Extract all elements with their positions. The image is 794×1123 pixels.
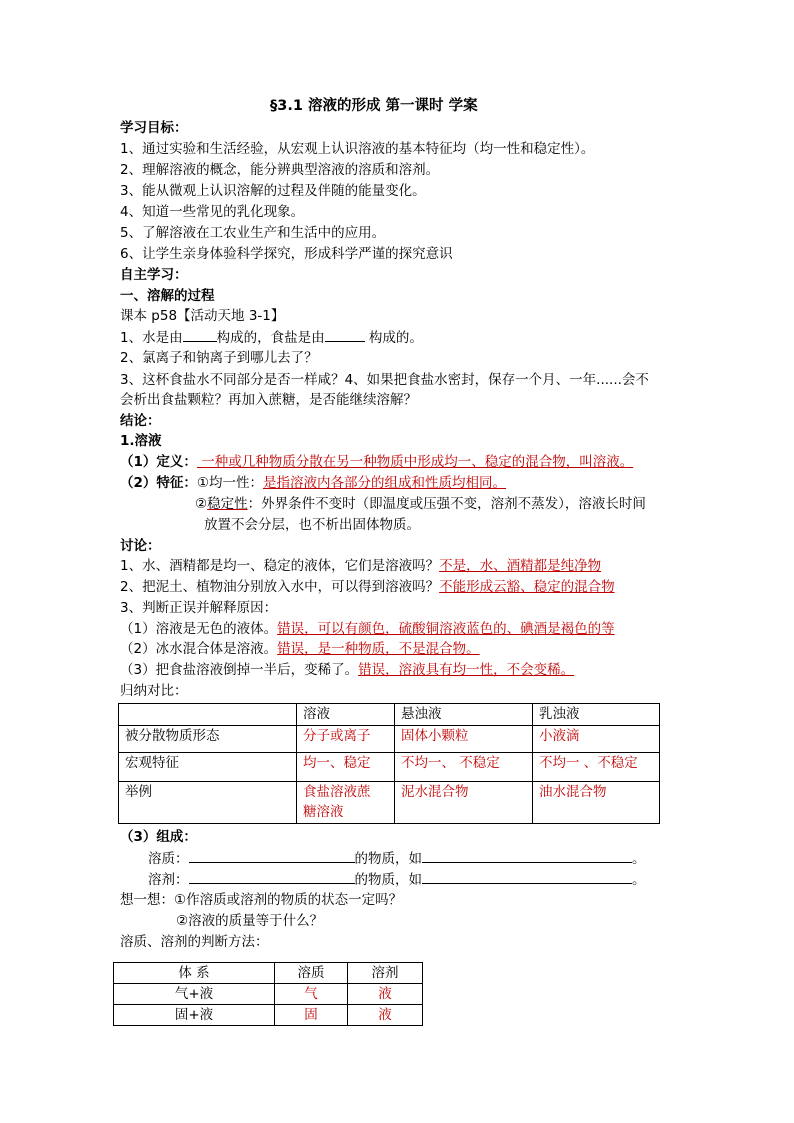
subsection-heading: 1.溶液 — [120, 433, 162, 449]
feature-line-1 — [120, 473, 506, 493]
table-cell: 不均一、 不稳定 — [395, 753, 533, 782]
table-header-row — [119, 704, 660, 726]
judgement-2 — [120, 639, 480, 659]
table-cell: 气 — [275, 984, 348, 1005]
table-row — [119, 726, 660, 753]
page-title: §3.1 溶液的形成 第一课时 学案 — [270, 98, 478, 114]
goal-item: 4、知道一些常见的乳化现象。 — [120, 204, 305, 220]
judge-table — [113, 962, 423, 1026]
section-heading: 一、溶解的过程 — [120, 288, 215, 304]
feature-2-prefix: ② — [195, 496, 208, 512]
table-header-cell: 溶剂 — [348, 963, 423, 984]
goal-item: 3、能从微观上认识溶解的过程及伴随的能量变化。 — [120, 183, 426, 199]
table-cell-line: 食盐溶液蔗 — [303, 784, 371, 800]
table-cell-line: 糖溶液 — [303, 804, 344, 820]
question-2: 2、氯离子和钠离子到哪儿去了？ — [120, 350, 318, 366]
judgement-3-answer: 错误，溶液具有均一性，不会变稀。 — [358, 662, 575, 678]
table-cell: 分子或离子 — [297, 726, 395, 753]
table-cell: 宏观特征 — [119, 753, 297, 782]
solvent-blank[interactable] — [189, 869, 355, 884]
table-header-cell: 溶液 — [297, 704, 395, 726]
table-cell: 气+液 — [114, 984, 275, 1005]
table-cell: 固+液 — [114, 1005, 275, 1026]
question-1-part-c: 构成的。 — [364, 330, 423, 346]
table-row — [119, 753, 660, 782]
table-header-cell: 悬浊液 — [395, 704, 533, 726]
feature-line-2 — [195, 494, 646, 514]
discussion-heading: 讨论： — [120, 538, 161, 554]
solute-mid-text: 的物质，如 — [354, 851, 422, 867]
definition-line — [120, 452, 633, 472]
compare-label: 归纳对比： — [120, 683, 188, 699]
solvent-line — [148, 869, 646, 889]
judgement-3-question: （3）把食盐溶液倒掉一半后，变稀了。 — [120, 662, 359, 678]
discussion-2 — [120, 577, 615, 597]
discussion-3: 3、判断正误并解释原因： — [120, 600, 278, 616]
comparison-table — [118, 703, 660, 824]
discussion-1-question: 1、水、酒精都是均一、稳定的液体，它们是溶液吗？ — [120, 558, 440, 574]
table-cell: 固 — [275, 1005, 348, 1026]
question-1 — [120, 327, 423, 347]
solute-label: 溶质： — [148, 851, 189, 867]
solvent-end: 。 — [632, 872, 646, 888]
table-header-row — [114, 963, 423, 984]
solvent-mid-text: 的物质，如 — [354, 872, 422, 888]
feature-line-3: 放置不会分层，也不析出固体物质。 — [204, 517, 420, 533]
activity-reference: 课本 p58【活动天地 3-1】 — [120, 308, 285, 324]
solute-end: 。 — [632, 851, 646, 867]
answer-blank[interactable] — [183, 327, 217, 342]
solvent-example-blank[interactable] — [422, 869, 632, 884]
table-cell: 液 — [348, 1005, 423, 1026]
definition-answer: 一种或几种物质分散在另一种物质中形成均一、稳定的混合物，叫溶液。 — [196, 454, 634, 470]
table-cell: 不均一 、不稳定 — [533, 753, 660, 782]
table-cell: 举例 — [119, 782, 297, 824]
goal-item: 1、通过实验和生活经验，从宏观上认识溶液的基本特征均（均一性和稳定性）。 — [120, 141, 595, 157]
solute-example-blank[interactable] — [422, 848, 632, 863]
self-study-heading: 自主学习： — [120, 267, 188, 283]
table-cell: 液 — [348, 984, 423, 1005]
judgement-2-question: （2）冰水混合体是溶液。 — [120, 641, 278, 657]
solute-line — [148, 848, 646, 868]
judgement-1 — [120, 619, 615, 639]
feature-2-answer: ：外界条件不变时（即温度或压强不变，溶剂不蒸发），溶液长时间 — [247, 496, 646, 512]
answer-blank[interactable] — [325, 327, 365, 342]
think-label: 想一想： — [120, 892, 174, 908]
table-row — [119, 782, 660, 824]
table-header-cell — [119, 704, 297, 726]
judgement-3 — [120, 660, 574, 680]
table-cell: 被分散物质形态 — [119, 726, 297, 753]
table-row — [114, 1005, 423, 1026]
feature-1-answer: 是指溶液内各部分的组成和性质均相同。 — [263, 475, 507, 491]
goal-item: 2、理解溶液的概念，能分辨典型溶液的溶质和溶剂。 — [120, 162, 440, 178]
table-row — [114, 984, 423, 1005]
question-1-part-b: 构成的，食盐是由 — [216, 330, 325, 346]
goals-heading: 学习目标： — [120, 120, 188, 136]
conclusion-heading: 结论： — [120, 413, 161, 429]
table-header-cell: 溶质 — [275, 963, 348, 984]
discussion-1 — [120, 556, 601, 576]
composition-heading: （3）组成： — [120, 829, 197, 845]
judgement-1-question: （1）溶液是无色的液体。 — [120, 621, 278, 637]
goal-item: 5、了解溶液在工农业生产和生活中的应用。 — [120, 225, 386, 241]
discussion-1-answer: 不是，水、酒精都是纯净物 — [439, 558, 602, 574]
judgement-1-answer: 错误，可以有颜色，硫酸铜溶液蓝色的、碘酒是褐色的等 — [277, 621, 615, 637]
table-header-cell: 体 系 — [114, 963, 275, 984]
solvent-label: 溶剂： — [148, 872, 189, 888]
question-1-part-a: 1、水是由 — [120, 330, 183, 346]
table-cell: 油水混合物 — [533, 782, 660, 824]
judge-method-label: 溶质、溶剂的判断方法： — [120, 934, 269, 950]
discussion-2-question: 2、把泥土、植物油分别放入水中，可以得到溶液吗？ — [120, 579, 440, 595]
discussion-2-answer: 不能形成云豁、稳定的混合物 — [439, 579, 615, 595]
feature-label: （2）特征： — [120, 475, 197, 491]
judgement-2-answer: 错误，是一种物质，不是混合物。 — [277, 641, 480, 657]
think-line-1 — [120, 890, 402, 910]
question-3: 3、这杯食盐水不同部分是否一样咸？4、如果把食盐水密封，保存一个月、一年......会不 — [120, 372, 649, 388]
question-3-cont: 会析出食盐颗粒？再加入蔗糖，是否能继续溶解？ — [120, 392, 417, 408]
feature-2-term: 稳定性 — [207, 496, 248, 512]
table-cell: 泥水混合物 — [395, 782, 533, 824]
think-question-1: ①作溶质或溶剂的物质的状态一定吗？ — [174, 892, 403, 908]
solute-blank[interactable] — [189, 848, 355, 863]
feature-1-prefix: ①均一性： — [196, 475, 264, 491]
table-cell: 均一、稳定 — [297, 753, 395, 782]
table-cell: 小液滴 — [533, 726, 660, 753]
goal-item: 6、让学生亲身体验科学探究，形成科学严谨的探究意识 — [120, 246, 453, 262]
think-question-2: ②溶液的质量等于什么？ — [176, 913, 324, 929]
table-cell: 固体小颗粒 — [395, 726, 533, 753]
table-cell — [297, 782, 395, 824]
table-header-cell: 乳浊液 — [533, 704, 660, 726]
definition-label: （1）定义： — [120, 454, 197, 470]
